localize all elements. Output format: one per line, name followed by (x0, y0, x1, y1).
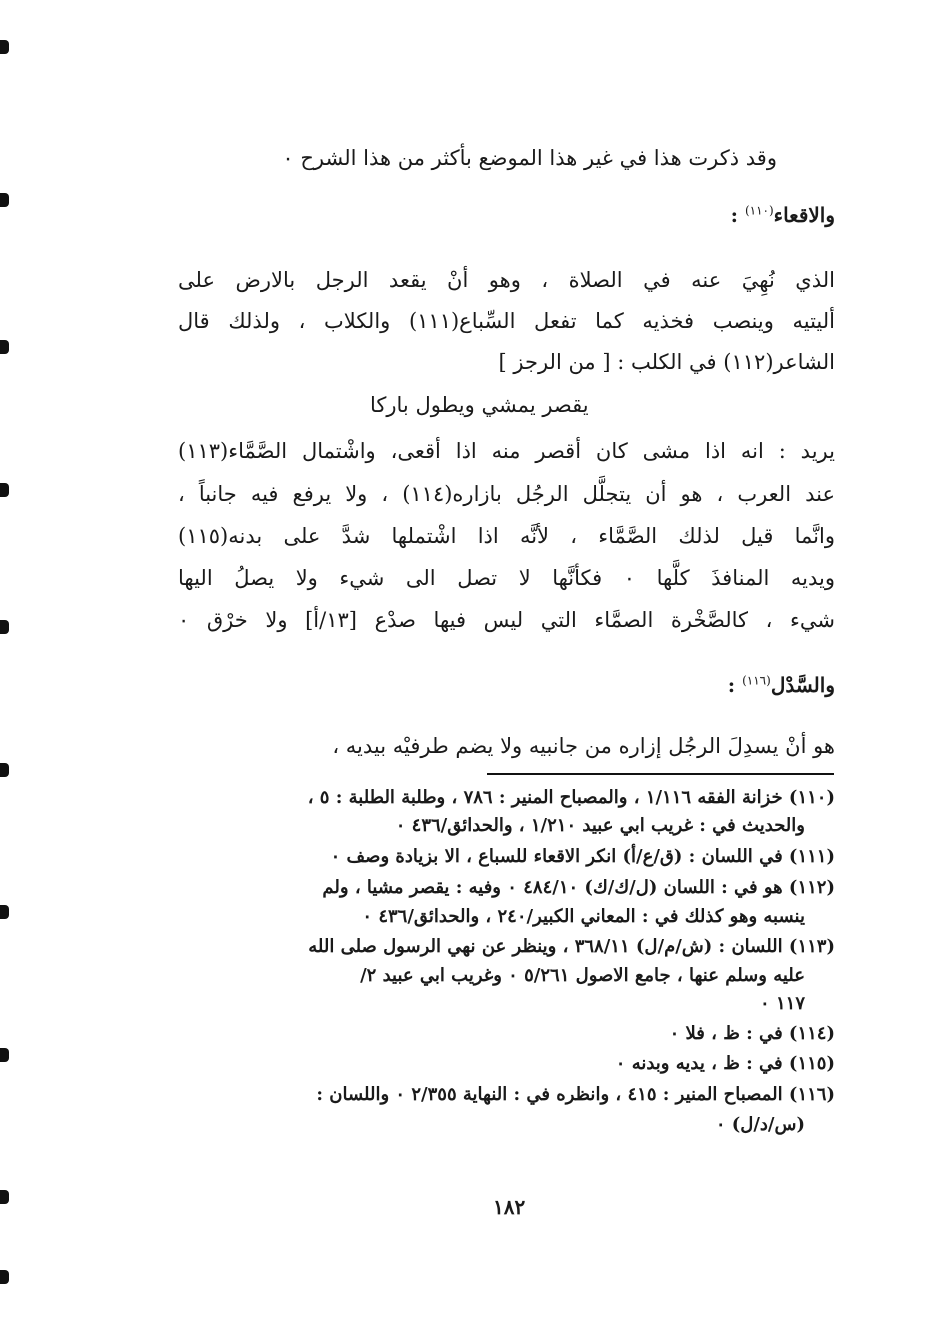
binding-mark (0, 1190, 9, 1204)
intro-line: وقد ذكرت هذا في غير هذا الموضع بأكثر من هذا الشرح ٠ (282, 146, 777, 170)
footnote-ref: (١١٦) (742, 673, 771, 688)
footnote-line: عليه وسلم عنها ، جامع الاصول ٥/٢٦١ ٠ وغريب ابي عبيد ٢/ (360, 965, 805, 986)
text-line: عند العرب ، هو أن يتجلَّل الرجُل بازاره(١١٤) ، ولا يرفع فيه جانباً ، (178, 482, 835, 506)
heading-text: والسَّدْل (770, 673, 835, 697)
text-line: الذي نُهِيَ عنه في الصلاة ، وهو أنْ يقعد الرجل بالارض على (178, 268, 835, 292)
text-line: أليتيه وينصب فخذيه كما تفعل السِّباع(١١١) والكلاب ، ولذلك قال (178, 309, 836, 333)
text-line: هو أنْ يسدِلَ الرجُل إزاره من جانبيه ولا يضم طرفيْه بيديه ، (332, 734, 835, 758)
footnote-line: (١١٣) اللسان : (ش/م/ل) ٣٦٨/١١ ، وينظر عن نهي الرسول صلى الله (308, 936, 835, 957)
binding-mark (0, 763, 9, 777)
footnote-ref: (١١٠) (744, 203, 774, 218)
heading-colon: : (730, 203, 738, 227)
page-number: ١٨٢ (493, 1195, 526, 1219)
binding-mark (0, 340, 9, 354)
section-heading-iqaa (731, 203, 835, 227)
binding-mark (0, 620, 9, 634)
text-line: يريد : انه اذا مشى كان أقصر منه اذا أقعى، واشْتمال الصَّمَّاء(١١٣) (178, 439, 835, 463)
footnote-line: ينسبه وهو كذلك في : المعاني الكبير/٢٤٠ ، والحدائق/٤٣٦ ٠ (362, 906, 805, 927)
poem-verse: يقصر يمشي ويطول باركا (370, 393, 589, 417)
binding-mark (0, 193, 9, 207)
footnote-line: (١١٠) خزانة الفقه ١/١١٦ ، والمصباح المنير : ٧٨٦ ، وطلبة الطلبة : ٥ ، (307, 787, 835, 808)
footnote-divider (487, 773, 834, 775)
footnote-line: (١١٥) في : ظ ، يديه وبدنه ٠ (615, 1053, 835, 1074)
binding-mark (0, 905, 9, 919)
footnote-line: (١١٤) في : ظ ، فلا ٠ (669, 1023, 835, 1044)
binding-mark (0, 483, 9, 497)
footnote-line: والحديث في : غريب ابي عبيد ١/٢١٠ ، والحدائق/٤٣٦ ٠ (395, 815, 805, 836)
heading-text: والاقعاء (773, 203, 835, 227)
footnote-line: (١١١) في اللسان : (ق/ع/أ) انكر الاقعاء للسباع ، الا بزيادة وصف ٠ (330, 846, 835, 867)
footnote-line: (١١٦) المصباح المنير : ٤١٥ ، وانظره في : النهاية ٢/٣٥٥ ٠ واللسان : (316, 1084, 835, 1105)
binding-mark (0, 40, 9, 54)
footnote-line: (س/د/ل) ٠ (715, 1114, 805, 1135)
text-line: الشاعر(١١٢) في الكلب : [ من الرجز ] (498, 350, 835, 374)
heading-colon: : (727, 673, 736, 697)
text-line: شيء ، كالصَّخْرة الصمَّاء التي ليس فيها صدْع [١٣/أ] ولا خرْق ٠ (178, 608, 836, 632)
text-line: وانَّما قيل لذلك الصَّمَّاء ، لأنَّه اذا اشْتملها شدَّ على بدنه(١١٥) (178, 524, 835, 548)
binding-mark (0, 1048, 9, 1062)
footnote-line: ١١٧ ٠ (760, 993, 805, 1014)
section-heading-sadl (728, 673, 835, 697)
text-line: ويديه المنافذَ كلَّها ٠ فكأنَّها لا تصل الى شيء ولا يصلُ اليها (178, 566, 835, 590)
binding-mark (0, 1270, 9, 1284)
footnote-line: (١١٢) هو في : اللسان (ل/ك/ك) ٤٨٤/١٠ ٠ وفيه : يقصر مشيا ، ولم (322, 877, 835, 898)
